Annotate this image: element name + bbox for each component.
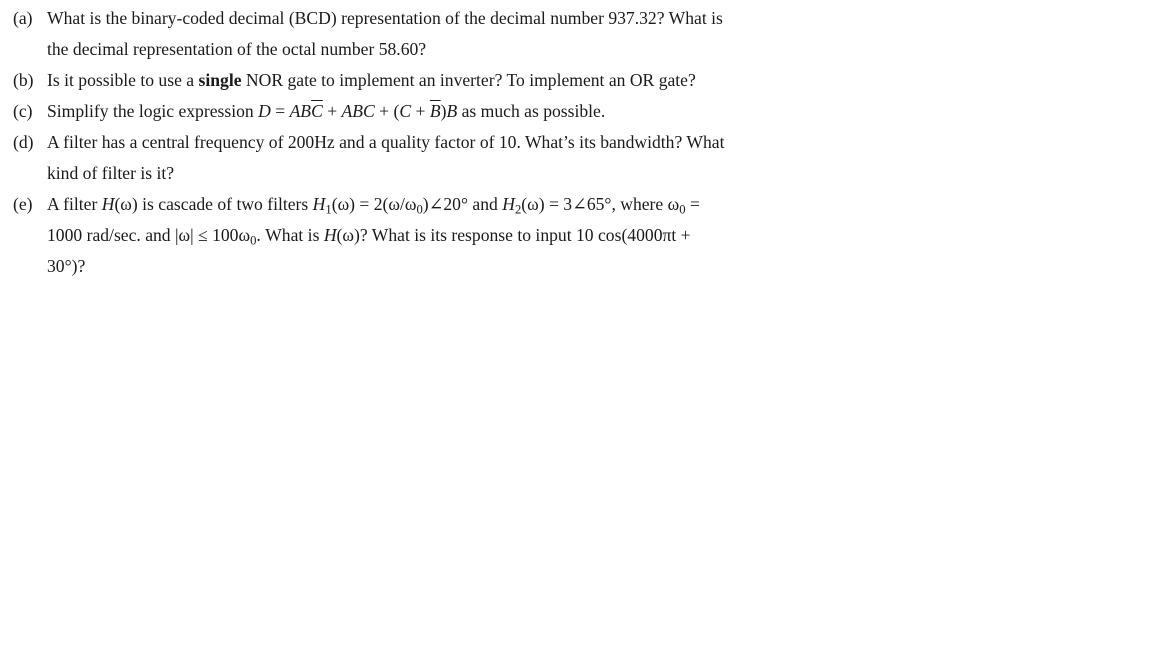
- e-h1: H: [312, 194, 326, 214]
- e-text-8: . What is: [256, 225, 324, 245]
- e-text-6: =: [685, 194, 700, 214]
- problem-a-text: [47, 3, 833, 65]
- problem-b-text-pre: Is it possible to use a: [47, 70, 199, 90]
- expr-close-paren: ): [440, 101, 447, 121]
- problem-e-label: (e): [13, 194, 33, 214]
- expr-b-bar: $\overline{B}$: [429, 101, 441, 121]
- e-sub-0c: 0: [250, 233, 257, 248]
- e-sub-0a: 0: [416, 202, 423, 217]
- problem-d-line-2: kind of filter is it?: [47, 163, 175, 183]
- expr-c: C: [399, 101, 412, 121]
- problem-d-text: [47, 127, 833, 189]
- problem-e-line-2: [47, 220, 833, 251]
- problem-e-text: [47, 189, 833, 282]
- e-sub-2: 2: [514, 202, 522, 217]
- problem-e-line-3: 30°)?: [47, 256, 86, 276]
- expr-plus-2: + (: [374, 101, 400, 121]
- problem-c-text-pre: Simplify the logic expression: [47, 101, 259, 121]
- problem-d-label: (d): [13, 132, 34, 152]
- e-text-1: A filter: [47, 194, 102, 214]
- problem-b-text-post: NOR gate to implement an inverter? To implement an OR gate?: [241, 70, 696, 90]
- problem-c-line-1: [47, 96, 833, 127]
- problem-d: [13, 127, 833, 189]
- problem-c: [13, 96, 833, 127]
- problem-a-line-1: What is the binary-coded decimal (BCD) representation of the decimal number 937.32? What is: [47, 8, 723, 28]
- problem-c-text-post: as much as possible.: [457, 101, 606, 121]
- problem-e-line-1: [47, 189, 833, 220]
- e-sub-1: 1: [325, 202, 332, 217]
- problem-a: [13, 3, 833, 65]
- e-omega: (ω): [114, 194, 138, 214]
- expr-abc: ABC: [341, 101, 375, 121]
- expr-b: B: [446, 101, 458, 121]
- problem-a-line-2: the decimal representation of the octal number 58.60?: [47, 39, 427, 59]
- problem-list: [13, 3, 833, 282]
- e-text-4: )∠20° and: [422, 194, 503, 214]
- e-text-3: (ω) = 2(ω/ω: [331, 194, 417, 214]
- problem-b-line-1: [47, 65, 833, 96]
- expr-plus-3: +: [411, 101, 430, 121]
- e-text-2: is cascade of two filters: [137, 194, 313, 214]
- e-text-5: (ω) = 3∠65°, where ω: [521, 194, 680, 214]
- e-sub-0b: 0: [679, 202, 686, 217]
- problem-b-label: (b): [13, 70, 34, 90]
- problem-a-label: (a): [13, 8, 33, 28]
- expr-equals: =: [270, 101, 290, 121]
- problem-c-label: (c): [13, 101, 33, 121]
- problem-d-line-1: A filter has a central frequency of 200Hz and a quality factor of 10. What’s its bandwidth? What: [47, 132, 725, 152]
- expr-plus-1: +: [322, 101, 342, 121]
- e-text-9: (ω)? What is its response to input 10 cos(4000πt +: [336, 225, 691, 245]
- expr-c-bar: $\overline{C}$: [311, 101, 323, 121]
- logic-expression: [258, 101, 457, 121]
- problem-c-text: [47, 96, 833, 127]
- expr-d: D: [258, 101, 271, 121]
- problem-b-text: [47, 65, 833, 96]
- e-h2: H: [502, 194, 515, 214]
- expr-ab: AB: [289, 101, 312, 121]
- problem-e: [13, 189, 833, 282]
- e-h: H: [101, 194, 115, 214]
- e-h3: H: [323, 225, 337, 245]
- problem-b-emphasis: single: [198, 70, 242, 90]
- e-text-7: 1000 rad/sec. and |ω| ≤ 100ω: [47, 225, 251, 245]
- problem-b: [13, 65, 833, 96]
